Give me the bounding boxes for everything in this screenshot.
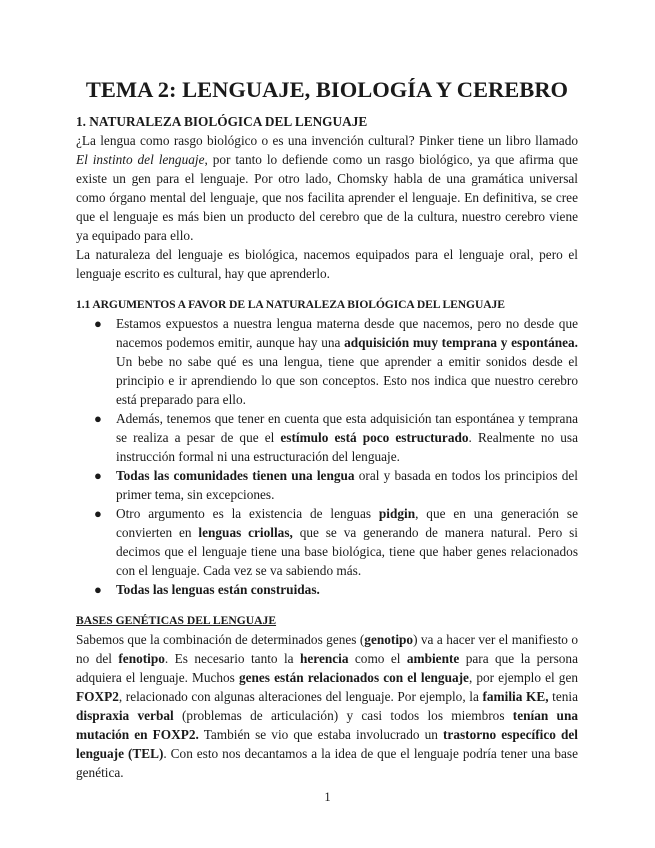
bold-text: estímulo está poco estructurado (280, 430, 469, 445)
bullet-icon: ● (94, 316, 102, 331)
bold-text: genes están relacionados con el lenguaje (238, 670, 469, 685)
text-run: Otro argumento es la existencia de lenguas (116, 506, 379, 521)
bullet-icon: ● (94, 411, 102, 426)
bold-text: adquisición muy temprana y espontánea. (344, 335, 578, 350)
text-run: que se va generando de manera natural. Pero si decimos que el lenguaje tiene una base biológica, tiene que haber genes relacionados con el lenguaje. Cada vez se va sabiendo más. (116, 525, 578, 578)
text-run: ¿La lengua como rasgo biológico o es una invención cultural? Pinker tiene un libro llamado (76, 133, 578, 148)
page-number: 1 (324, 790, 331, 804)
bold-text: dispraxia verbal (76, 708, 174, 723)
list-item (76, 314, 578, 409)
page-content (76, 74, 578, 782)
bold-text: fenotipo (118, 651, 165, 666)
text-run: para que la persona adquiera el lenguaje. Muchos (76, 651, 578, 685)
bases-geneticas-paragraph (76, 630, 578, 782)
list-item (76, 466, 578, 504)
bold-text: tenían una mutación en FOXP2. (76, 708, 578, 742)
bullet-icon: ● (94, 582, 102, 597)
text-run: oral y basada en todos los principios del primer tema, sin excepciones. (116, 468, 578, 502)
section-1-1-heading: 1.1 ARGUMENTOS A FAVOR DE LA NATURALEZA BIOLÓGICA DEL LENGUAJE (76, 298, 505, 311)
bold-text: trastorno específico del lenguaje (TEL) (76, 727, 578, 761)
text-run: Un bebe no sabe qué es una lengua, tiene que aprender a emitir sonidos desde el principio e ir aprendiendo lo que son conceptos. Esto nos indica que nuestro cerebro está preparado para ello. (116, 354, 578, 407)
text-run: (problemas de articulación) y casi todos los miembros (173, 708, 513, 723)
list-item (76, 409, 578, 466)
bold-text: herencia (299, 651, 349, 666)
text-run: . Con esto nos decantamos a la idea de que el lenguaje podría tener una base genética. (76, 746, 578, 780)
bold-text: pidgin (378, 506, 416, 521)
book-title: El instinto del lenguaje (76, 152, 205, 167)
text-run: Además, tenemos que tener en cuenta que esta adquisición tan espontánea y temprana se realiza a pesar de que el (116, 411, 578, 445)
text-run: tenia (548, 689, 578, 704)
text-run: ) va a hacer ver el manifiesto o no del (76, 632, 578, 666)
document-title: TEMA 2: LENGUAJE, BIOLOGÍA Y CEREBRO (85, 77, 569, 102)
text-run: Estamos expuestos a nuestra lengua materna desde que nacemos, pero no desde que nacemos podemos emitir, aunque hay una (116, 316, 578, 350)
bold-text: familia KE, (482, 689, 549, 704)
text-run: , por tanto lo defiende como un rasgo biológico, ya que afirma que existe un gen para el lenguaje. Por otro lado, Chomsky habla de una gramática universal como órgano mental del lenguaje, que nos facilita aprender el lenguaje. En definitiva, se cree que el lenguaje es más bien un producto del cerebro que de la cultura, nuestro cerebro viene ya equipado para ello. (76, 152, 578, 243)
bold-text: lenguas criollas, (198, 525, 293, 540)
text-run: , por ejemplo el gen (468, 670, 578, 685)
bold-text: Todas las lenguas están construidas. (116, 582, 320, 597)
list-item (76, 580, 578, 599)
arguments-list (76, 314, 578, 599)
bold-text: ambiente (406, 651, 460, 666)
text-run: Sabemos que la combinación de determinados genes ( (76, 632, 365, 647)
text-run: como el (348, 651, 407, 666)
bases-geneticas-heading: BASES GENÉTICAS DEL LENGUAJE (76, 614, 277, 627)
bullet-icon: ● (94, 506, 102, 521)
text-run: , relacionado con algunas alteraciones del lenguaje. Por ejemplo, la (118, 689, 483, 704)
bold-text: FOXP2 (76, 689, 119, 704)
text-run: . Es necesario tanto la (164, 651, 300, 666)
list-item (76, 504, 578, 580)
bold-text: genotipo (364, 632, 414, 647)
text-run: También se vio que estaba involucrado un (198, 727, 443, 742)
bold-text: Todas las comunidades tienen una lengua (116, 468, 355, 483)
text-run: , que en una generación se convierten en (116, 506, 578, 540)
bullet-icon: ● (94, 468, 102, 483)
section-1-heading: 1. NATURALEZA BIOLÓGICA DEL LENGUAJE (76, 114, 368, 129)
text-run: . Realmente no usa instrucción formal ni una estructuración del lenguaje. (116, 430, 578, 464)
section-1-paragraph-1 (76, 131, 578, 245)
section-1-paragraph-2: La naturaleza del lenguaje es biológica, nacemos equipados para el lenguaje oral, pero el lenguaje escrito es cultural, hay que aprenderlo. (76, 247, 578, 281)
